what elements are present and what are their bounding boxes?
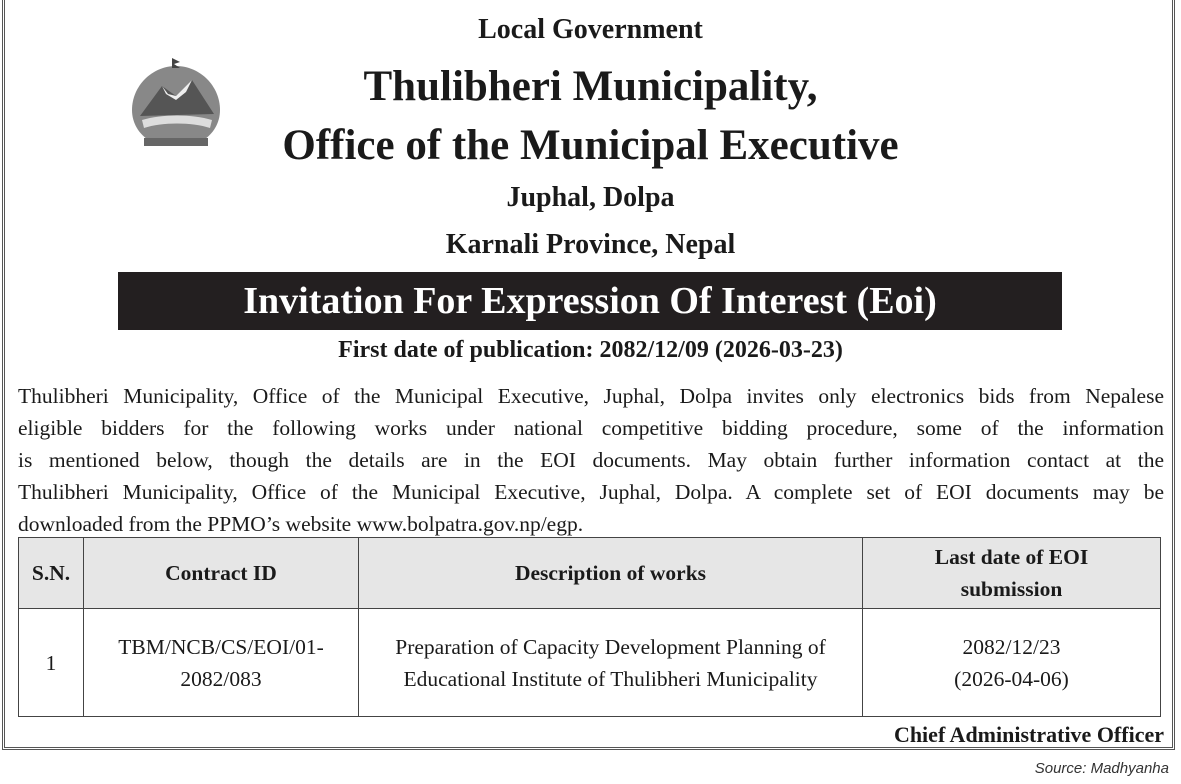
last-date-bs: 2082/12/23 bbox=[962, 634, 1061, 659]
header-last-date: Last date of EOI submission bbox=[863, 538, 1161, 609]
cell-contract-id: TBM/NCB/CS/EOI/01-2082/083 bbox=[84, 609, 359, 717]
cell-last-date bbox=[863, 609, 1161, 717]
body-line: is mentioned below, though the details are in the EOI documents. May obtain further information contact at the bbox=[18, 448, 1164, 472]
body-line: eligible bidders for the following works under national competitive bidding procedure, some of the information bbox=[18, 416, 1164, 440]
header-province: Karnali Province, Nepal bbox=[445, 229, 736, 260]
header-contract-id: Contract ID bbox=[84, 538, 359, 609]
signatory: Chief Administrative Officer bbox=[893, 722, 1164, 747]
header-sn: S.N. bbox=[19, 538, 84, 609]
table-row bbox=[19, 609, 1161, 717]
header-municipality: Thulibheri Municipality, bbox=[363, 63, 818, 110]
cell-description: Preparation of Capacity Development Planning of Educational Institute of Thulibheri Municipality bbox=[359, 609, 863, 717]
table-header-row bbox=[19, 538, 1161, 609]
cell-sn: 1 bbox=[19, 609, 84, 717]
header-local-government: Local Government bbox=[478, 14, 703, 45]
body-line: Thulibheri Municipality, Office of the Municipal Executive, Juphal, Dolpa. A complete set of EOI documents may be bbox=[18, 480, 1164, 504]
body-line: Thulibheri Municipality, Office of the Municipal Executive, Juphal, Dolpa invites only electronics bids from Nepalese bbox=[18, 384, 1164, 408]
source-credit: Source: Madhyanha bbox=[1034, 760, 1169, 777]
header-office: Office of the Municipal Executive bbox=[282, 122, 899, 169]
title-banner: Invitation For Expression Of Interest (Eoi) bbox=[118, 272, 1062, 330]
header-description: Description of works bbox=[359, 538, 863, 609]
last-date-ad: (2026-04-06) bbox=[954, 666, 1069, 691]
header-address: Juphal, Dolpa bbox=[506, 182, 675, 213]
notice-body bbox=[18, 380, 1164, 540]
eoi-table bbox=[18, 537, 1161, 717]
body-line: downloaded from the PPMO’s website www.bolpatra.gov.np/egp. bbox=[18, 512, 584, 536]
publication-date: First date of publication: 2082/12/09 (2026-03-23) bbox=[338, 337, 843, 363]
